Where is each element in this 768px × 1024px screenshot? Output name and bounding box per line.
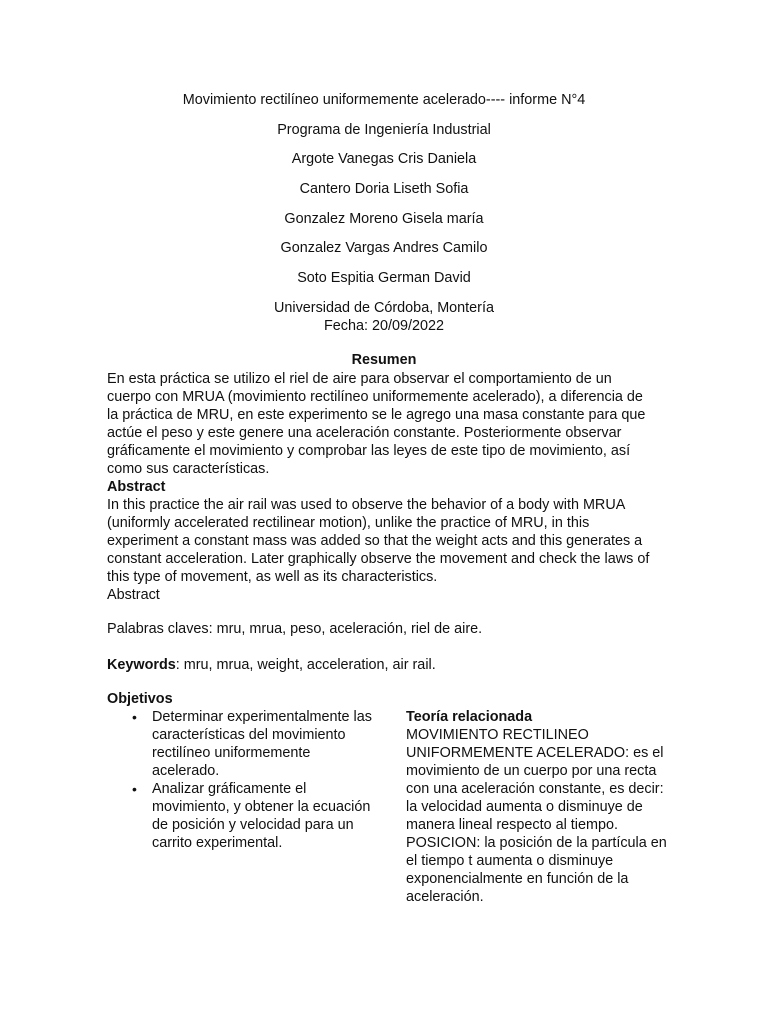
teoria-paragraph: MOVIMIENTO RECTILINEO UNIFORMEMENTE ACELERADO: es el movimiento de un cuerpo por una recta con una aceleración constante, es decir: la velocidad aumenta o disminuye de manera lineal respecto al tiempo. bbox=[406, 727, 664, 833]
objetivos-section bbox=[107, 690, 372, 852]
resumen-body: En esta práctica se utilizo el riel de aire para observar el comportamiento de un cuerpo con MRUA (movimiento rectilíneo uniformemente acelerado), a diferencia de la práctica de MRU, en este experimento se le agrego una masa constante para que actúe el peso y este genere una aceleración constante. Posteriormente observar gráficamente el movimiento y comprobar las leyes de este tipo de movimiento, así como sus características. bbox=[107, 371, 646, 477]
resumen-heading: Resumen bbox=[351, 352, 417, 368]
author-name: Argote Vanegas Cris Daniela bbox=[291, 151, 477, 167]
abstract-trailing-label: Abstract bbox=[107, 587, 160, 603]
document-title: Movimiento rectilíneo uniformemente acelerado---- informe N°4 bbox=[182, 92, 586, 108]
author-name: Gonzalez Moreno Gisela maría bbox=[284, 211, 484, 227]
author-name: Cantero Doria Liseth Sofia bbox=[299, 181, 469, 197]
keywords-es: Palabras claves: mru, mrua, peso, aceleración, riel de aire. bbox=[107, 621, 483, 637]
program-name: Programa de Ingeniería Industrial bbox=[277, 122, 491, 138]
abstract-heading: Abstract bbox=[107, 479, 166, 495]
author-name: Soto Espitia German David bbox=[297, 270, 471, 286]
teoria-paragraph: POSICION: la posición de la partícula en el tiempo t aumenta o disminuye exponencialmente en función de la aceleración. bbox=[406, 835, 667, 905]
teoria-heading: Teoría relacionada bbox=[406, 709, 533, 725]
abstract-body: In this practice the air rail was used to observe the behavior of a body with MRUA (uniformly accelerated rectilinear motion), unlike the practice of MRU, in this experiment a constant mass was added so that the weight acts and this generates a constant acceleration. Later graphically observe the movement and check the laws of this type of movement, as well as its characteristics. bbox=[107, 497, 650, 585]
list-item: • Determinar experimentalmente las características del movimiento rectilíneo uniformemente acelerado. bbox=[107, 708, 372, 780]
date: Fecha: 20/09/2022 bbox=[323, 318, 445, 334]
list-item: • Analizar gráficamente el movimiento, y obtener la ecuación de posición y velocidad para un carrito experimental. bbox=[107, 780, 372, 852]
teoria-section bbox=[406, 708, 671, 906]
objetivos-list bbox=[107, 708, 372, 852]
keywords-text: : mru, mrua, weight, acceleration, air rail. bbox=[175, 657, 436, 673]
keywords-en bbox=[107, 656, 652, 674]
objetivos-heading: Objetivos bbox=[107, 691, 173, 707]
resumen-section bbox=[107, 370, 652, 604]
university: Universidad de Córdoba, Montería bbox=[274, 300, 494, 316]
keywords-label: Keywords bbox=[107, 657, 176, 673]
author-name: Gonzalez Vargas Andres Camilo bbox=[280, 240, 488, 256]
